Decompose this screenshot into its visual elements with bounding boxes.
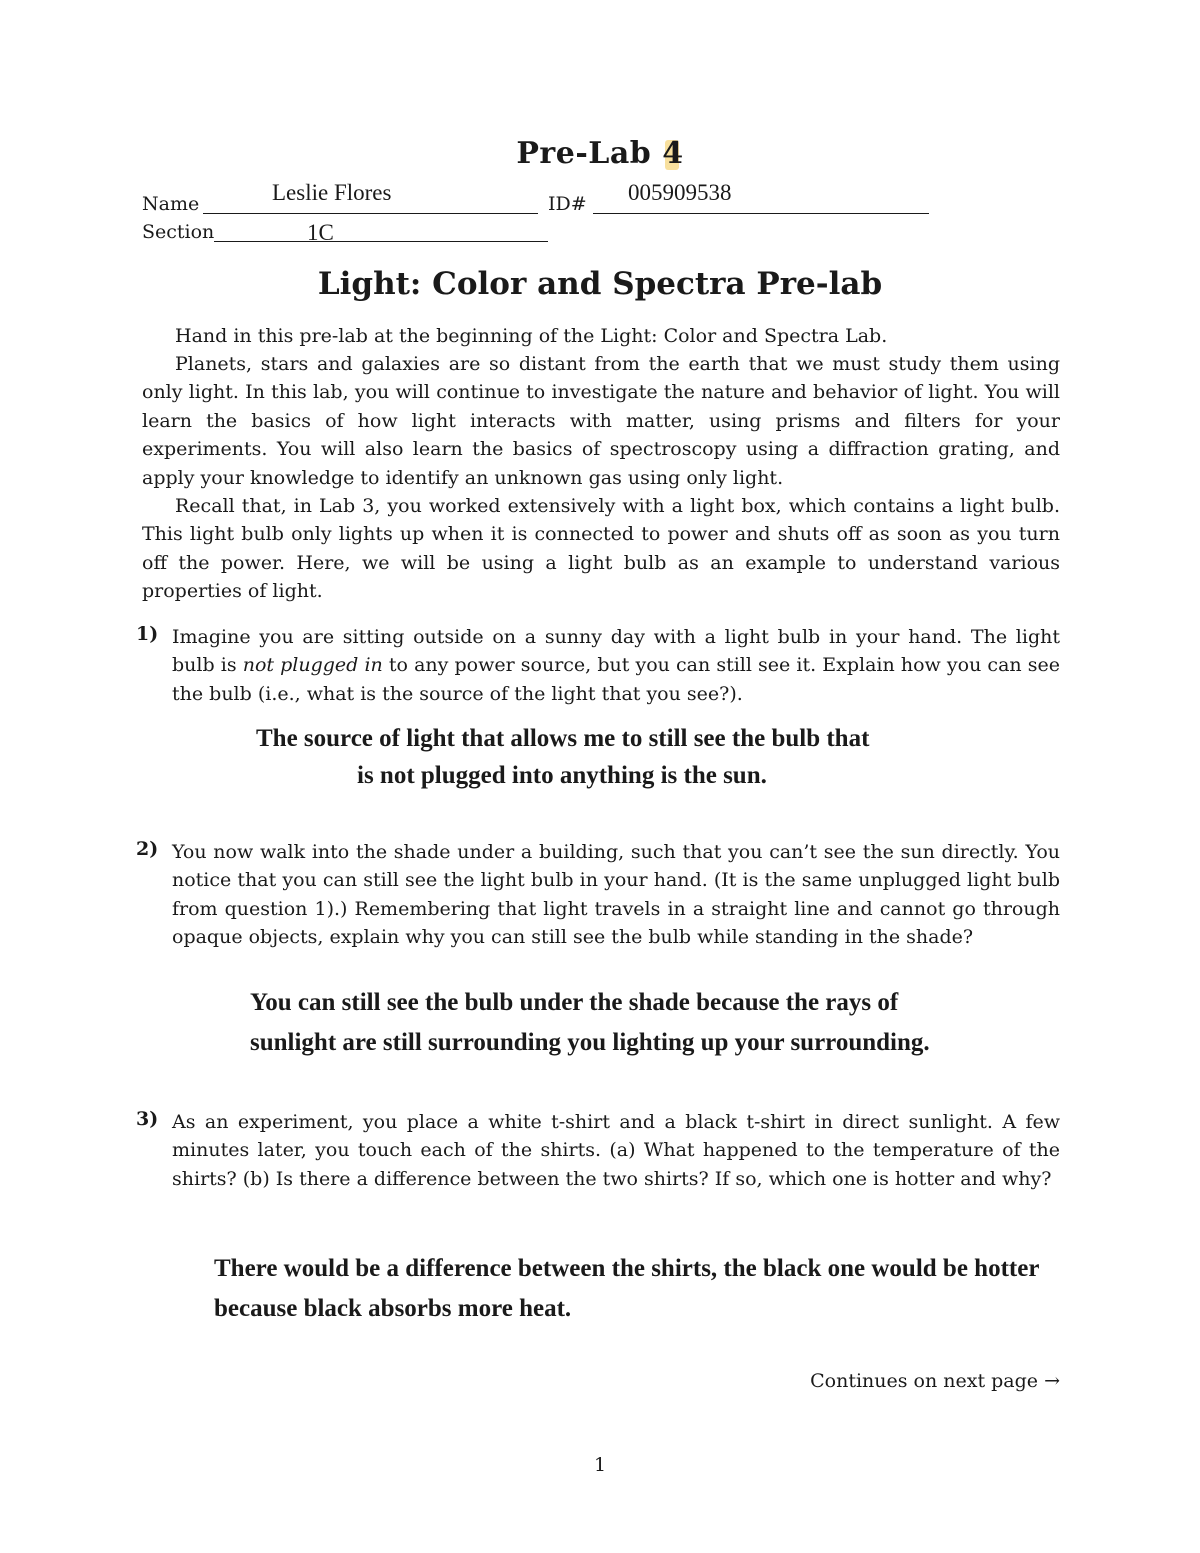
question-3-number: 3) [136,1108,159,1130]
answer-3-line-2[interactable]: because black absorbs more heat. [214,1295,572,1322]
answer-1-line-1[interactable]: The source of light that allows me to still see the bulb that [256,725,870,752]
name-field[interactable]: Leslie Flores [272,180,392,205]
question-2-text: You now walk into the shade under a building, such that you can’t see the sun directly. You notice that you can still see the light bulb in your hand. (It is the same unplugged light bulb from question 1).) Remembering that light travels in a straight line and cannot go through opaque objects, explain why you can still see the bulb while standing in the shade? [172,841,1060,949]
section-field[interactable]: 1C [307,220,334,245]
intro-paragraph-3: Recall that, in Lab 3, you worked extensively with a light box, which contains a light bulb. This light bulb only lights up when it is connected to power and shuts off as soon as you turn off the power. Here, we will be using a light bulb as an example to understand various properties of light. [142,495,1060,603]
title-number-text: 4 [662,136,684,171]
question-2-number: 2) [136,838,159,860]
page-number: 1 [593,1454,607,1476]
section-underline [214,241,548,242]
id-label: ID# [548,193,587,215]
answer-2-line-1[interactable]: You can still see the bulb under the shade because the rays of [250,989,899,1016]
section-label: Section [142,221,215,243]
id-underline [593,213,929,214]
intro-paragraph-2: Planets, stars and galaxies are so distant from the earth that we must study them using only light. In this lab, you will continue to investigate the nature and behavior of light. You will learn the basics of how light interacts with matter, using prisms and filters for your experiments. You will also learn the basics of spectroscopy using a diffraction grating, and apply your knowledge to identify an unknown gas using only light. [142,353,1060,489]
title-prefix: Pre-Lab [516,136,663,171]
answer-1-line-2[interactable]: is not plugged into anything is the sun. [357,762,767,789]
question-1-text-end: to any power source, but you can still see it. Explain how you can see the bulb (i.e., what is the source of the light that you see?). [172,654,1060,705]
lab-heading: Light: Color and Spectra Pre-lab [317,266,883,302]
continues-note: Continues on next page → [810,1370,1060,1392]
question-1-emphasis: not plugged in [242,654,383,677]
question-3-text: As an experiment, you place a white t-shirt and a black t-shirt in direct sunlight. A few minutes later, you touch each of the shirts. (a) What happened to the temperature of the shirts? (b) Is there a difference between the two shirts? If so, which one is hotter and why? [172,1111,1060,1190]
answer-3-line-1[interactable]: There would be a difference between the shirts, the black one would be hotter [214,1255,1040,1282]
question-1-number: 1) [136,623,159,645]
page-title [0,136,1200,171]
intro-paragraph-1: Hand in this pre-lab at the beginning of the Light: Color and Spectra Lab. [175,325,888,347]
name-underline [203,213,538,214]
question-1-text [172,623,1060,708]
name-label: Name [142,193,200,215]
question-1-text-start: Imagine you are sitting outside on a sunny day with a light bulb in your hand. The light bulb is [172,626,1060,677]
answer-2-line-2[interactable]: sunlight are still surrounding you lighting up your surrounding. [250,1029,930,1056]
title-number [662,136,683,171]
id-field[interactable]: 005909538 [628,180,732,205]
